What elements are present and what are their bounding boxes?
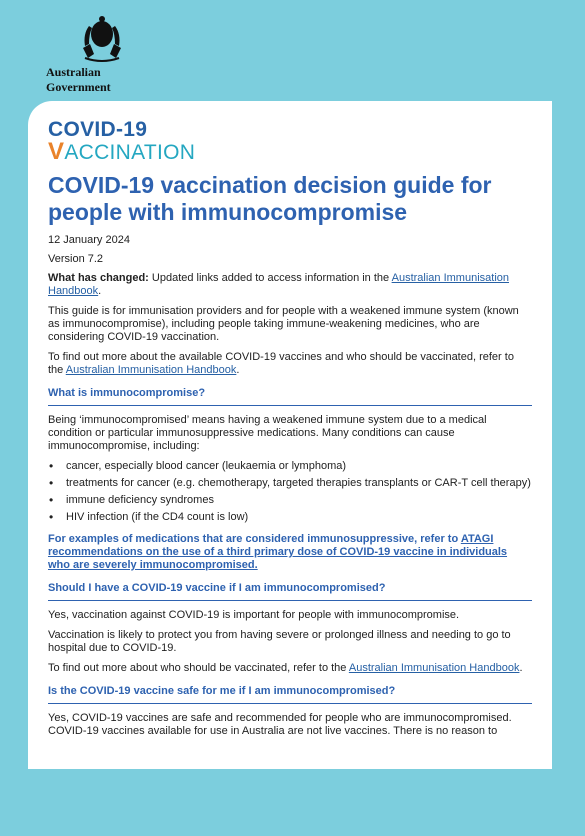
document-date: 12 January 2024 [48,234,130,246]
covid-vaccination-logo [48,119,532,164]
atagi-link[interactable]: ATAGI recommendations on the use of a third primary dose of COVID-19 vaccine in individuals who are severely immunocompromised. [48,533,508,571]
handbook-link-1[interactable]: Australian Immunisation Handbook [48,272,509,297]
document-version: Version 7.2 [48,253,104,265]
logo-line-1: COVID-19 [48,118,148,141]
conditions-list [48,460,532,524]
government-branding [42,14,162,95]
list-item: • HIV infection (if the CD4 count is low) [48,511,532,524]
government-name: Australian Government [46,65,111,94]
findout-text: To find out more about the available COVID-19 vaccines and who should be vaccinated, refer to the [48,351,514,376]
medications-callout [48,533,532,572]
section2-p3-end: . [519,662,523,674]
list-item: • treatments for cancer (e.g. chemotherapy, targeted therapies transplants or CAR-T cell therapy) [48,477,532,490]
section-heading-should-i: Should I have a COVID-19 vaccine if I am immunocompromised? [48,582,532,601]
intro-paragraph: This guide is for immunisation providers and for people with a weakened immune system (known as immunocompromise), including people taking immune-weakening medicines, who are considering COVID-19 vaccination. [48,305,519,343]
handbook-link-2[interactable]: Australian Immunisation Handbook [65,364,237,376]
what-changed [48,272,532,298]
section2-paragraph-1: Yes, vaccination against COVID-19 is important for people with immunocompromise. [48,609,460,621]
section2-paragraph-2: Vaccination is likely to protect you from having severe or prolonged illness and needing to go to hospital due to COVID-19. [48,629,511,654]
section3-paragraph-1: Yes, COVID-19 vaccines are safe and recommended for people who are immunocompromised. COVID-19 vaccines available for use in Australia are not live vaccines. There is no reason to [48,712,512,737]
coat-of-arms-icon [71,14,133,64]
section-heading-what-is: What is immunocompromise? [48,387,532,406]
document-title: COVID-19 vaccination decision guide for people with immunocompromise [48,172,492,225]
section1-paragraph: Being ‘immunocompromised’ means having a weakened immune system due to a medical condition or particular immunosuppressive medications. Many conditions can cause immunocompromise, including: [48,414,487,452]
what-changed-text: Updated links added to access information in the [148,272,392,284]
logo-line-2 [48,138,532,165]
section2-p3-text: To find out more about who should be vaccinated, refer to the [48,662,349,674]
findout-paragraph [48,351,532,377]
section-heading-is-it-safe: Is the COVID-19 vaccine safe for me if I am immunocompromised? [48,685,532,704]
logo-v-initial: V [48,138,65,165]
list-item: • immune deficiency syndromes [48,494,532,507]
what-changed-label: What has changed: [48,272,149,284]
document-page [28,101,552,769]
document-content [48,119,532,745]
section2-paragraph-3 [48,662,532,675]
logo-line-2-rest: ACCINATION [64,141,196,164]
handbook-link-3[interactable]: Australian Immunisation Handbook [348,662,520,674]
callout-text: For examples of medications that are considered immunosuppressive, refer to [48,533,461,545]
list-item: • cancer, especially blood cancer (leukaemia or lymphoma) [48,460,532,473]
findout-end: . [236,364,240,376]
what-changed-end: . [98,285,102,297]
